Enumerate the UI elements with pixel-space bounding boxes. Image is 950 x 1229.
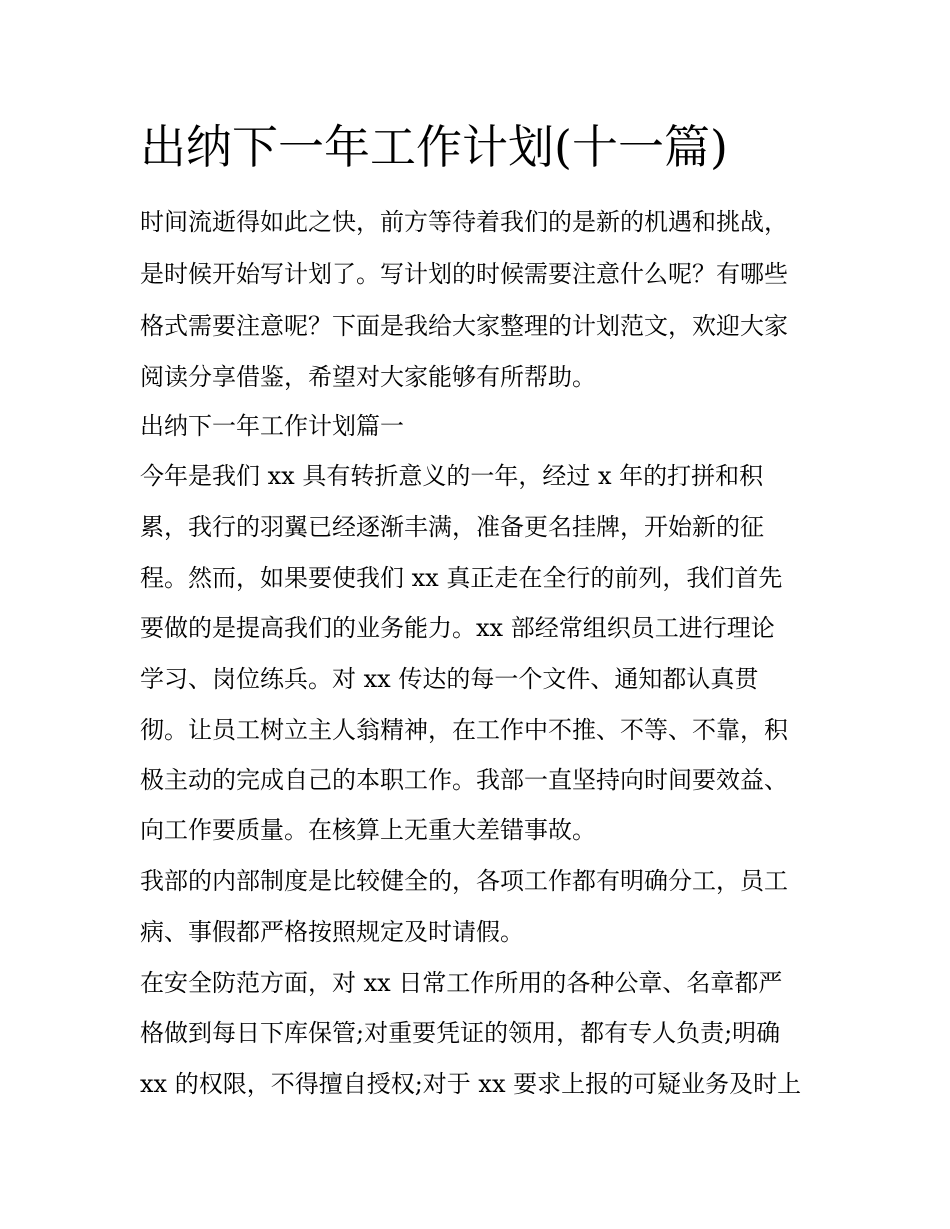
paragraph-line: 时间流逝得如此之快，前方等待着我们的是新的机遇和挑战， [140,208,788,236]
paragraph-line: 向工作要质量。在核算上无重大差错事故。 [140,816,596,844]
document-title: 出纳下一年工作计划(十一篇) [140,120,728,174]
paragraph-line: 程。然而，如果要使我们 xx 真正走在全行的前列，我们首先 [140,564,783,592]
paragraph-line: 在安全防范方面，对 xx 日常工作所用的各种公章、名章都严 [140,969,783,997]
section-heading: 出纳下一年工作计划篇一 [140,412,404,440]
paragraph-line: 是时候开始写计划了。写计划的时候需要注意什么呢？有哪些 [140,260,788,288]
paragraph-line: 格式需要注意呢？下面是我给大家整理的计划范文，欢迎大家 [140,312,788,340]
paragraph-line: 格做到每日下库保管;对重要凭证的领用，都有专人负责;明确 [140,1019,781,1047]
paragraph-line: 学习、岗位练兵。对 xx 传达的每一个文件、通知都认真贯 [140,665,759,693]
paragraph-line: 我部的内部制度是比较健全的，各项工作都有明确分工，员工 [140,867,788,895]
paragraph-line: 累，我行的羽翼已经逐渐丰满，准备更名挂牌，开始新的征 [140,513,764,541]
paragraph-line: 病、事假都严格按照规定及时请假。 [140,918,524,946]
paragraph-line: 彻。让员工树立主人翁精神，在工作中不推、不等、不靠，积 [140,716,788,744]
paragraph-line: 极主动的完成自己的本职工作。我部一直坚持向时间要效益、 [140,766,788,794]
paragraph-line: 今年是我们 xx 具有转折意义的一年，经过 x 年的打拼和积 [140,462,764,490]
paragraph-line: xx 的权限，不得擅自授权;对于 xx 要求上报的可疑业务及时上 [140,1070,802,1098]
paragraph-line: 要做的是提高我们的业务能力。xx 部经常组织员工进行理论 [140,614,775,642]
paragraph-line: 阅读分享借鉴，希望对大家能够有所帮助。 [140,363,596,391]
